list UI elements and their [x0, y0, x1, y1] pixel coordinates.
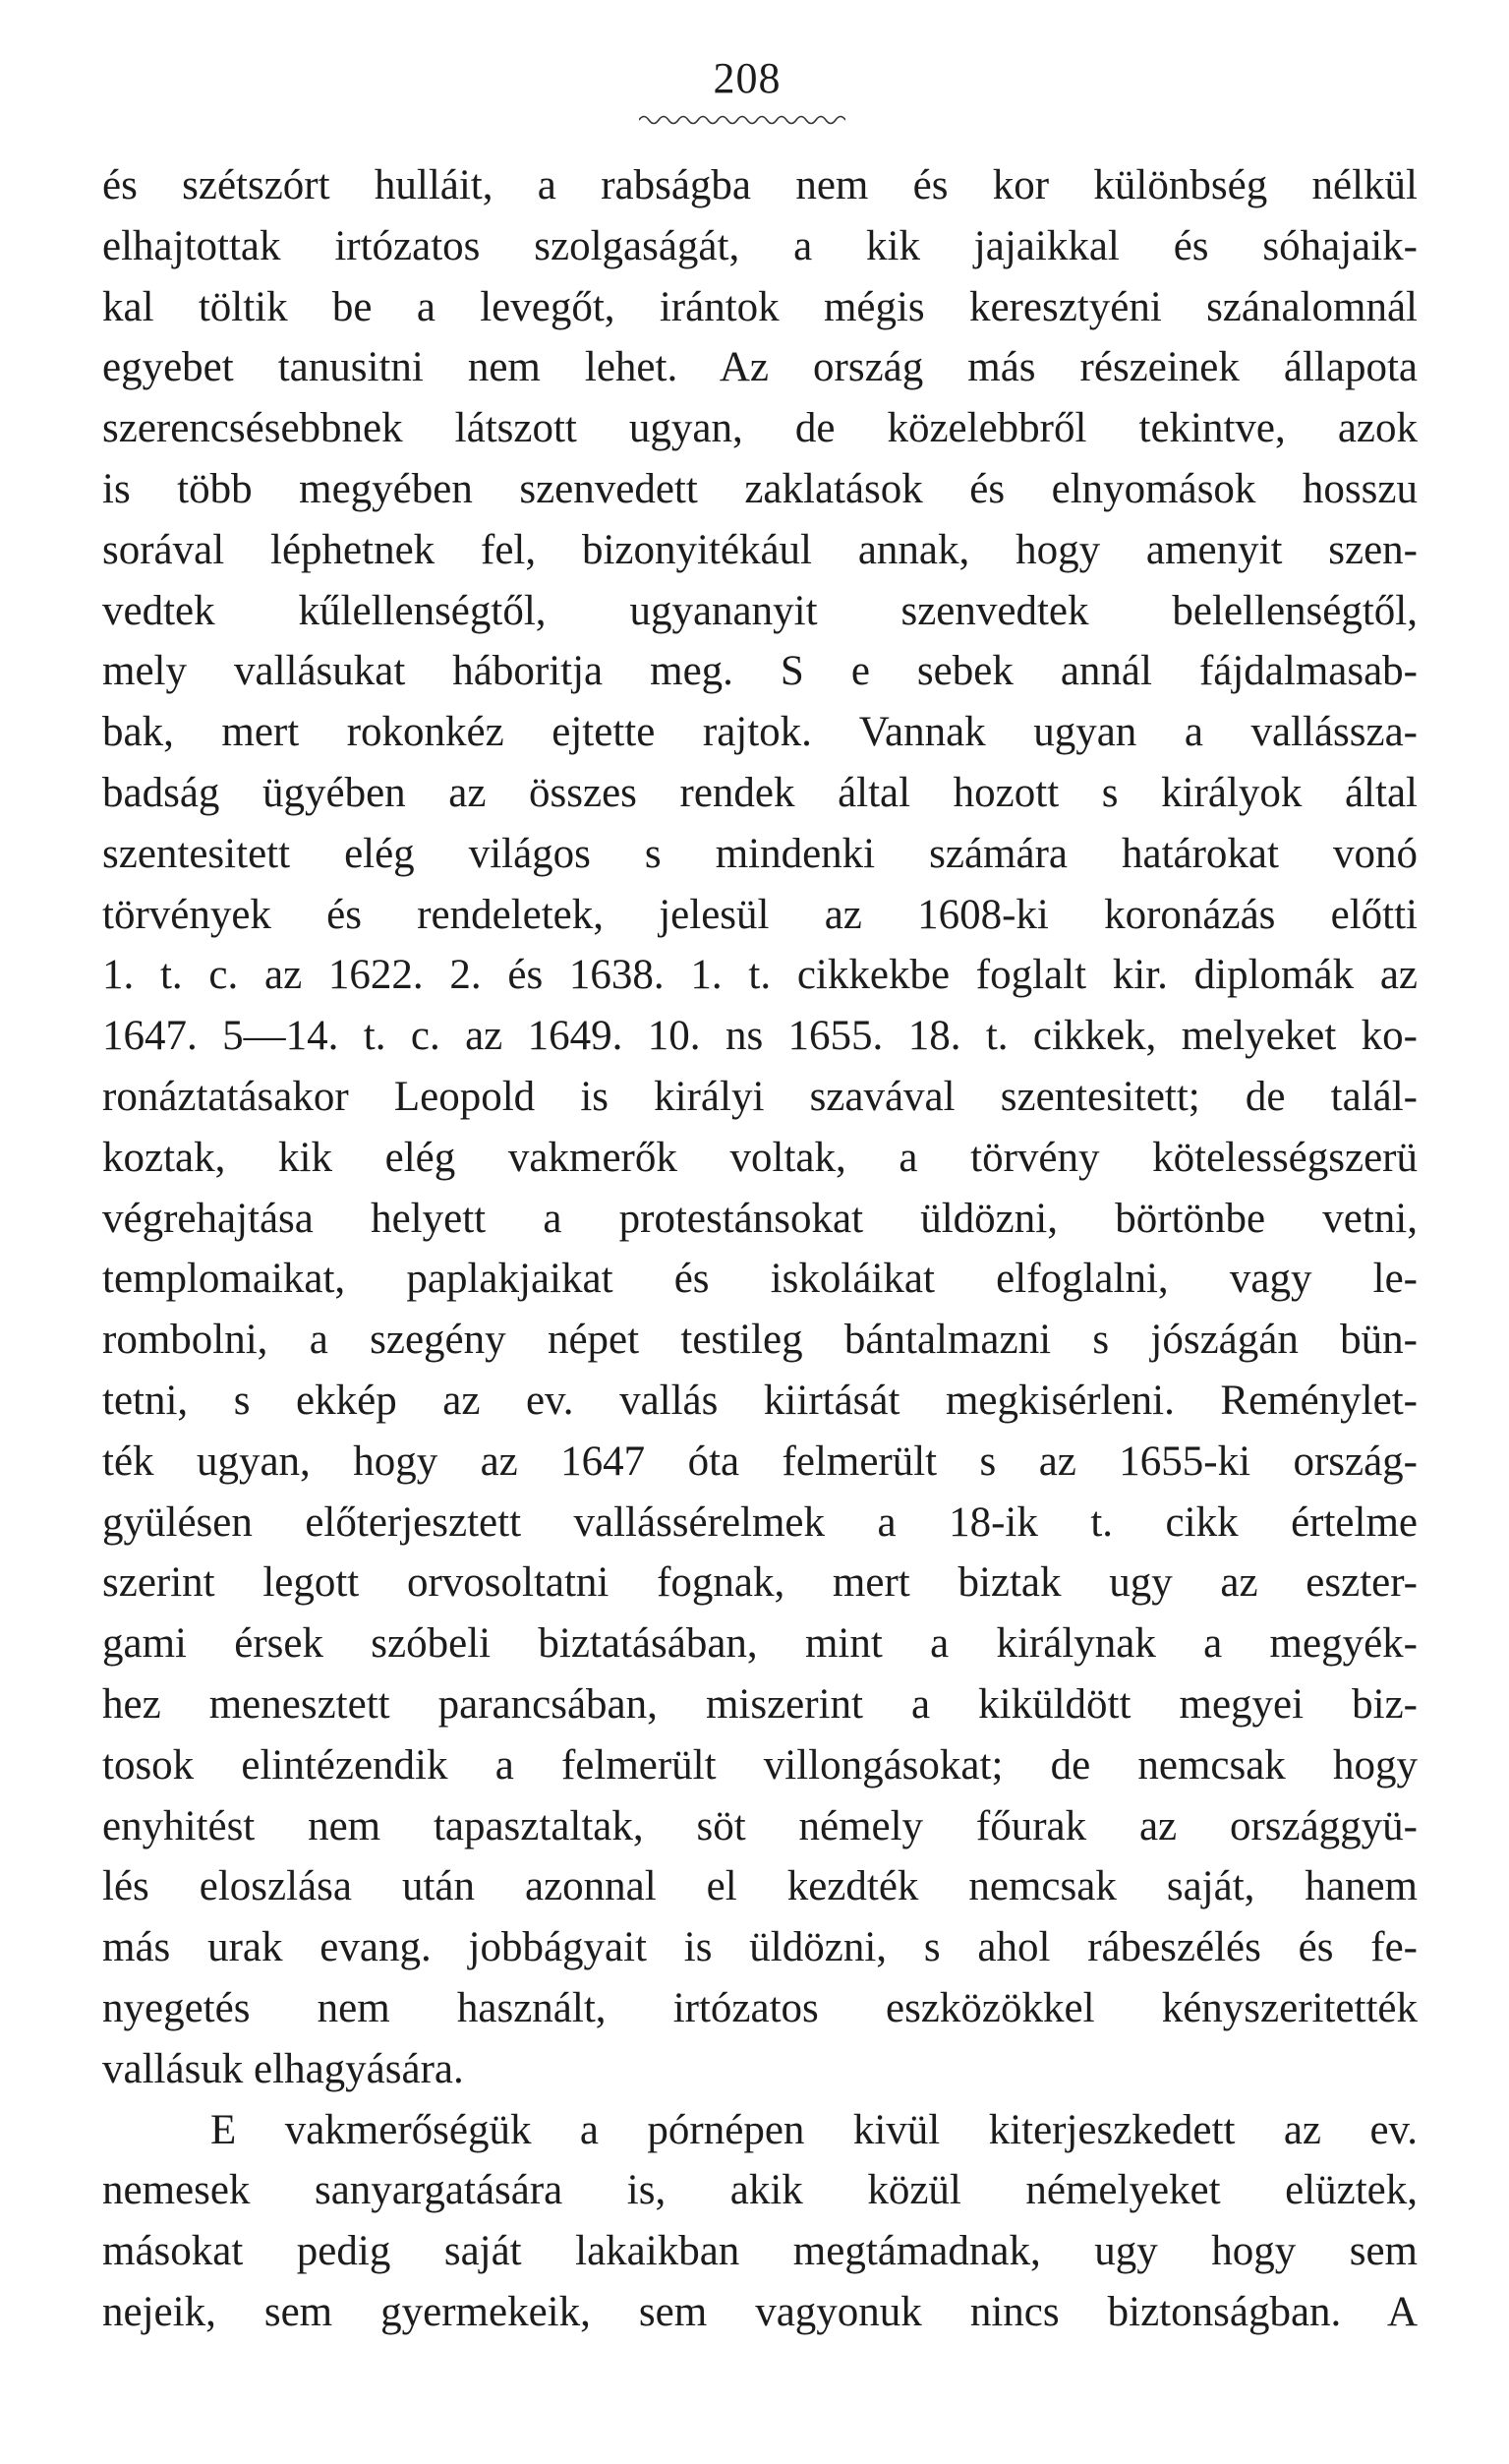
text-line: bak, mert rokonkéz ejtette rajtok. Vannak ugyan a vallássza- — [102, 709, 1418, 756]
text-line: szentesitett elég világos s mindenki számára határokat vonó — [102, 830, 1418, 877]
text-line: nemesek sanyargatására is, akik közül némelyeket elüztek, — [102, 2167, 1418, 2214]
text-line: más urak evang. jobbágyait is üldözni, s ahol rábeszélés és fe- — [102, 1924, 1418, 1971]
text-line: egyebet tanusitni nem lehet. Az ország más részeinek állapota — [102, 344, 1418, 391]
text-line: badság ügyében az összes rendek által hozott s királyok által — [102, 769, 1418, 816]
text-line: törvények és rendeletek, jelesül az 1608-ki koronázás előtti — [102, 891, 1418, 938]
text-line: rombolni, a szegény népet testileg bántalmazni s jószágán bün- — [102, 1317, 1418, 1364]
text-line: is több megyében szenvedett zaklatások és elnyomások hosszu — [102, 465, 1418, 512]
text-line: tetni, s ekkép az ev. vallás kiirtását megkisérleni. Reménylet- — [102, 1377, 1418, 1424]
page-number: 208 — [713, 54, 782, 102]
text-line: templomaikat, paplakjaikat és iskoláikat elfoglalni, vagy le- — [102, 1256, 1418, 1303]
text-line: végrehajtása helyett a protestánsokat üldözni, börtönbe vetni, — [102, 1195, 1418, 1242]
text-line: nyegetés nem használt, irtózatos eszközökkel kényszeritették — [102, 1984, 1418, 2031]
text-line: koztak, kik elég vakmerők voltak, a törvény kötelességszerü — [102, 1134, 1418, 1181]
text-line: enyhitést nem tapasztaltak, söt némely főurak az országgyü- — [102, 1802, 1418, 1849]
text-line: másokat pedig saját lakaikban megtámadnak, ugy hogy sem — [102, 2228, 1418, 2275]
text-line: kal töltik be a levegőt, irántok mégis keresztyéni szánalomnál — [102, 283, 1418, 330]
text-line: 1. t. c. az 1622. 2. és 1638. 1. t. cikkekbe foglalt kir. diplomák az — [102, 952, 1418, 999]
text-line: vallásuk elhagyására. — [102, 2045, 464, 2092]
wavy-ornament-icon — [639, 110, 845, 126]
text-line: ték ugyan, hogy az 1647 óta felmerült s az 1655-ki ország- — [102, 1437, 1418, 1485]
text-line: és szétszórt hulláit, a rabságba nem és kor különbség nélkül — [102, 162, 1418, 208]
text-line: mely vallásukat háboritja meg. S e sebek annál fájdalmasab- — [102, 648, 1418, 695]
text-line: vedtek kűlellenségtől, ugyananyit szenvedtek belellenségtől, — [102, 587, 1418, 634]
paragraph-start-line: E vakmerőségük a pórnépen kivül kiterjeszkedett az ev. — [210, 2106, 1418, 2153]
text-line: ronáztatásakor Leopold is királyi szavával szentesitett; de talál- — [102, 1073, 1418, 1120]
text-line: hez menesztett parancsában, miszerint a kiküldött megyei biz- — [102, 1680, 1418, 1728]
text-line: 1647. 5—14. t. c. az 1649. 10. ns 1655. 18. t. cikkek, melyeket ko- — [102, 1013, 1418, 1060]
text-line: nejeik, sem gyermekeik, sem vagyonuk nincs biztonságban. A — [102, 2288, 1418, 2335]
text-line: szerint legott orvosoltatni fognak, mert biztak ugy az eszter- — [102, 1559, 1418, 1607]
text-line: tosok elintézendik a felmerült villongásokat; de nemcsak hogy — [102, 1741, 1418, 1789]
text-line: lés eloszlása után azonnal el kezdték nemcsak saját, hanem — [102, 1863, 1418, 1910]
text-line: gami érsek szóbeli biztatásában, mint a királynak a megyék- — [102, 1620, 1418, 1668]
text-line: szerencsésebbnek látszott ugyan, de közelebbről tekintve, azok — [102, 405, 1418, 452]
text-line: gyülésen előterjesztett vallássérelmek a 18-ik t. cikk értelme — [102, 1498, 1418, 1546]
body-text — [102, 155, 1418, 2343]
text-line: elhajtottak irtózatos szolgaságát, a kik jajaikkal és sóhajaik- — [102, 222, 1418, 269]
text-line: sorával léphetnek fel, bizonyitékául annak, hogy amenyit szen- — [102, 526, 1418, 573]
